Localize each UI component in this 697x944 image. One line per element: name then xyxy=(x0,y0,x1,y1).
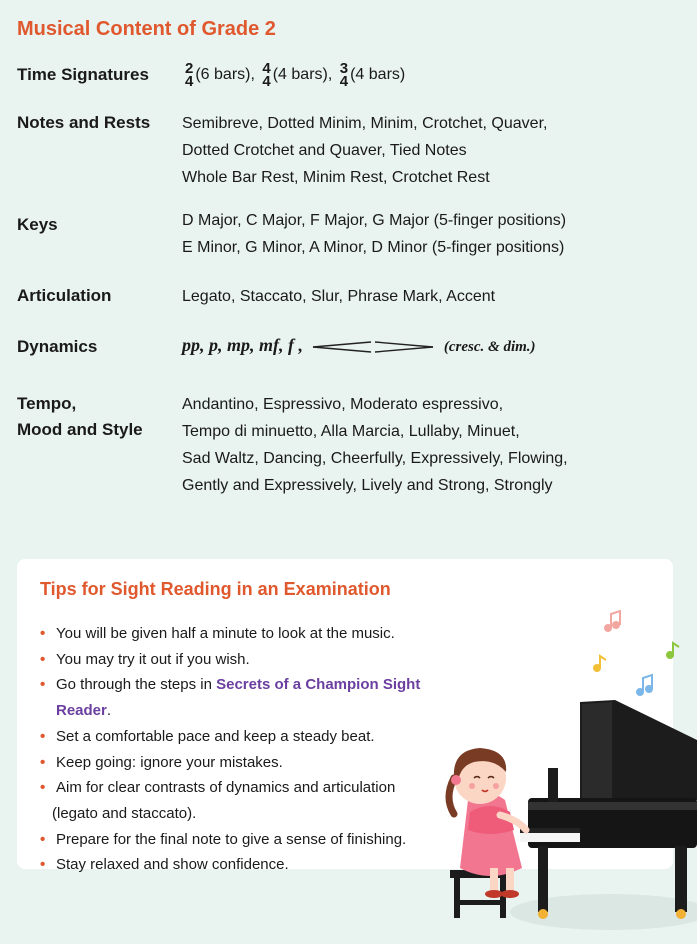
time-signature-3-4: 3 4 xyxy=(339,59,349,90)
list-item: • Stay relaxed and show confidence. xyxy=(40,852,470,878)
time-signature-text: (4 bars) xyxy=(350,66,406,83)
tempo-label-line: Tempo, xyxy=(17,394,77,413)
keys-label: Keys xyxy=(17,215,58,234)
tempo-line: Andantino, Espressivo, Moderato espressivo, xyxy=(182,396,504,413)
articulation-label: Articulation xyxy=(17,286,112,305)
list-item: • You will be given half a minute to look at the music. xyxy=(40,621,470,647)
dynamics-label: Dynamics xyxy=(17,337,98,356)
notes-line: Whole Bar Rest, Minim Rest, Crotchet Rest xyxy=(182,169,490,186)
girl-playing-piano-illustration xyxy=(430,600,697,944)
tempo-label xyxy=(17,391,177,443)
list-item: • Keep going: ignore your mistakes. xyxy=(40,750,470,776)
tip-text: Go through the steps in xyxy=(56,676,212,694)
tempo-label-line: Mood and Style xyxy=(17,420,143,439)
time-signature-text: (6 bars), xyxy=(195,66,255,83)
cresc-dim-text: (cresc. & dim.) xyxy=(443,339,536,355)
keys-line: E Minor, G Minor, A Minor, D Minor (5-finger positions) xyxy=(182,239,565,256)
list-item: • Aim for clear contrasts of dynamics and articulation xyxy=(40,775,470,801)
dress-shape xyxy=(460,793,522,877)
list-item-continuation: (legato and staccato). xyxy=(52,804,197,822)
dynamics-values xyxy=(182,332,536,361)
list-item xyxy=(40,672,470,723)
notes-line: Dotted Crotchet and Quaver, Tied Notes xyxy=(182,142,467,159)
page-title: Musical Content of Grade 2 xyxy=(17,18,276,40)
tempo-line: Tempo di minuetto, Alla Marcia, Lullaby, Minuet, xyxy=(182,423,520,440)
notes-line: Semibreve, Dotted Minim, Minim, Crotchet, Quaver, xyxy=(182,115,548,132)
time-signatures-values xyxy=(182,61,405,88)
tip-punct: . xyxy=(106,702,112,720)
music-note-icon xyxy=(593,656,606,672)
list-item: • Set a comfortable pace and keep a steady beat. xyxy=(40,724,470,750)
music-note-icon xyxy=(604,611,620,632)
keys-values xyxy=(182,207,566,261)
music-note-icon xyxy=(666,643,679,659)
time-signature-4-4: 4 4 xyxy=(262,59,271,90)
articulation-value: Legato, Staccato, Slur, Phrase Mark, Accent xyxy=(182,288,496,305)
list-item: • You may try it out if you wish. xyxy=(40,647,470,673)
tips-list xyxy=(40,621,470,878)
tips-title: Tips for Sight Reading in an Examination xyxy=(40,579,391,599)
book-link[interactable]: Secrets of a Champion Sight Reader xyxy=(56,676,421,720)
time-signatures-label: Time Signatures xyxy=(17,65,149,84)
tempo-line: Sad Waltz, Dancing, Cheerfully, Expressively, Flowing, xyxy=(182,450,568,467)
time-signature-text: (4 bars), xyxy=(272,66,333,83)
notes-rests-label: Notes and Rests xyxy=(17,113,151,132)
list-item: • Prepare for the final note to give a sense of finishing. xyxy=(40,827,470,853)
music-note-icon xyxy=(636,675,653,696)
cresc-dim-hairpins-icon xyxy=(311,340,435,354)
keys-line: D Major, C Major, F Major, G Major (5-finger positions) xyxy=(182,212,567,229)
time-signature-2-4: 2 4 xyxy=(185,59,194,90)
tempo-values xyxy=(182,391,568,499)
tempo-line: Gently and Expressively, Lively and Strong, Strongly xyxy=(182,477,553,494)
notes-rests-values xyxy=(182,110,547,191)
dynamics-marks: pp, p, mp, mf, f , xyxy=(182,335,303,355)
